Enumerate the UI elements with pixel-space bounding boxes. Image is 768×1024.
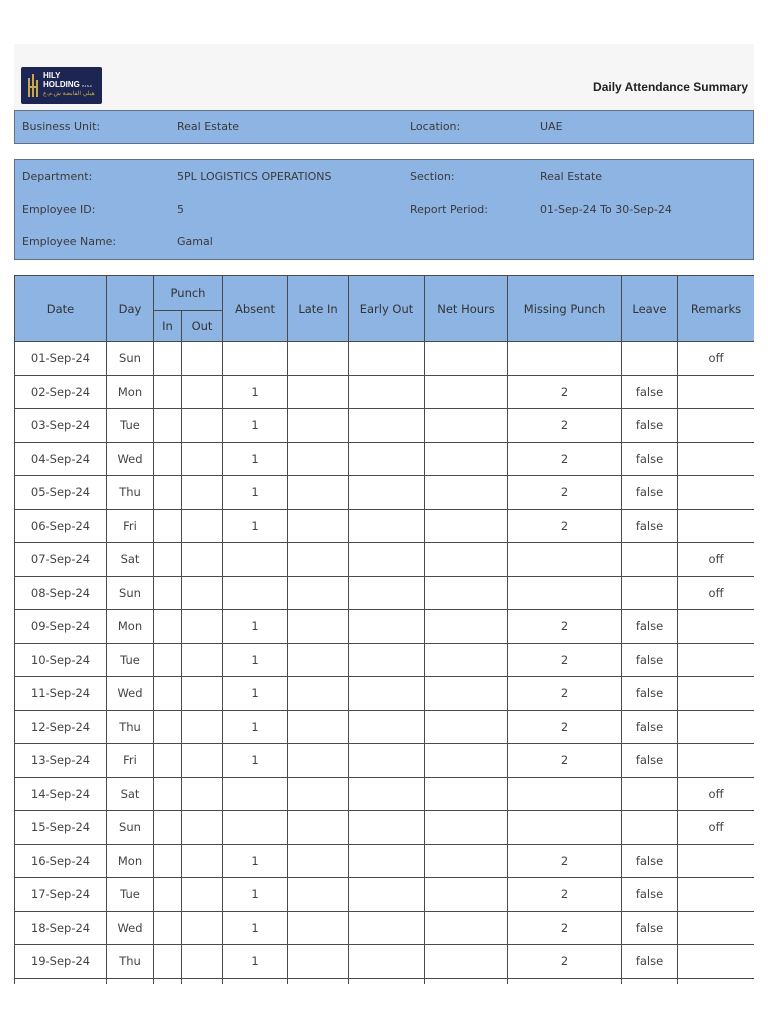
cell-day: Fri <box>107 744 154 778</box>
cell-remarks <box>678 978 754 984</box>
cell-late-in <box>288 978 349 984</box>
cell-missing-punch <box>508 576 622 610</box>
cell-early-out <box>349 643 425 677</box>
cell-date: 04-Sep-24 <box>15 442 107 476</box>
cell-remarks <box>678 442 754 476</box>
cell-in <box>154 811 182 845</box>
cell-absent: 1 <box>223 476 288 510</box>
cell-out <box>182 945 223 979</box>
cell-out <box>182 476 223 510</box>
cell-missing-punch: 2 <box>508 677 622 711</box>
cell-net-hours <box>425 744 508 778</box>
cell-out <box>182 342 223 376</box>
attendance-table <box>14 275 754 984</box>
table-row <box>15 476 755 510</box>
cell-net-hours <box>425 375 508 409</box>
cell-net-hours <box>425 409 508 443</box>
report-header <box>14 44 754 110</box>
cell-net-hours <box>425 576 508 610</box>
cell-missing-punch: 2 <box>508 911 622 945</box>
cell-remarks <box>678 375 754 409</box>
cell-early-out <box>349 844 425 878</box>
cell-missing-punch: 2 <box>508 710 622 744</box>
cell-net-hours <box>425 342 508 376</box>
business-unit-label: Business Unit: <box>22 120 101 133</box>
cell-early-out <box>349 744 425 778</box>
cell-net-hours <box>425 610 508 644</box>
cell-date: 09-Sep-24 <box>15 610 107 644</box>
cell-in <box>154 677 182 711</box>
department-label: Department: <box>22 170 93 183</box>
cell-date: 13-Sep-24 <box>15 744 107 778</box>
cell-day: Wed <box>107 911 154 945</box>
report-period-label: Report Period: <box>410 203 488 216</box>
cell-absent: 1 <box>223 844 288 878</box>
cell-remarks <box>678 844 754 878</box>
table-row <box>15 911 755 945</box>
location-value: UAE <box>540 120 563 133</box>
cell-out <box>182 744 223 778</box>
cell-out <box>182 509 223 543</box>
cell-date: 12-Sep-24 <box>15 710 107 744</box>
cell-net-hours <box>425 978 508 984</box>
cell-day: Mon <box>107 844 154 878</box>
cell-late-in <box>288 878 349 912</box>
company-logo <box>21 67 102 104</box>
col-header-late-in: Late In <box>288 276 349 342</box>
cell-date: 11-Sep-24 <box>15 677 107 711</box>
cell-in <box>154 543 182 577</box>
cell-net-hours <box>425 509 508 543</box>
cell-out <box>182 643 223 677</box>
cell-date: 08-Sep-24 <box>15 576 107 610</box>
table-row <box>15 677 755 711</box>
cell-late-in <box>288 375 349 409</box>
cell-day: Sun <box>107 811 154 845</box>
cell-net-hours <box>425 811 508 845</box>
cell-leave: false <box>622 878 678 912</box>
cell-early-out <box>349 710 425 744</box>
cell-leave: false <box>622 442 678 476</box>
cell-out <box>182 576 223 610</box>
cell-missing-punch: 2 <box>508 442 622 476</box>
cell-day: Mon <box>107 375 154 409</box>
cell-absent: 1 <box>223 945 288 979</box>
cell-day: Tue <box>107 878 154 912</box>
cell-day: Thu <box>107 710 154 744</box>
cell-leave: false <box>622 409 678 443</box>
table-row <box>15 710 755 744</box>
cell-net-hours <box>425 543 508 577</box>
cell-in <box>154 610 182 644</box>
cell-day: Thu <box>107 476 154 510</box>
cell-early-out <box>349 811 425 845</box>
cell-leave: false <box>622 476 678 510</box>
cell-day: Thu <box>107 945 154 979</box>
cell-remarks: off <box>678 342 754 376</box>
cell-missing-punch: 2 <box>508 610 622 644</box>
cell-leave: false <box>622 945 678 979</box>
table-row <box>15 643 755 677</box>
cell-date: 10-Sep-24 <box>15 643 107 677</box>
employee-id-value: 5 <box>177 203 184 216</box>
cell-net-hours <box>425 677 508 711</box>
cell-early-out <box>349 777 425 811</box>
cell-in <box>154 342 182 376</box>
cell-absent <box>223 576 288 610</box>
cell-out <box>182 409 223 443</box>
cell-in <box>154 375 182 409</box>
cell-leave <box>622 978 678 984</box>
cell-date: 06-Sep-24 <box>15 509 107 543</box>
cell-in <box>154 777 182 811</box>
cell-net-hours <box>425 878 508 912</box>
table-row <box>15 811 755 845</box>
cell-in <box>154 509 182 543</box>
cell-missing-punch: 2 <box>508 844 622 878</box>
cell-remarks <box>678 409 754 443</box>
cell-day: Tue <box>107 409 154 443</box>
cell-leave: false <box>622 677 678 711</box>
cell-in <box>154 878 182 912</box>
cell-absent: 1 <box>223 677 288 711</box>
cell-late-in <box>288 677 349 711</box>
cell-late-in <box>288 811 349 845</box>
cell-early-out <box>349 945 425 979</box>
cell-early-out <box>349 342 425 376</box>
logo-text-line1: HILY <box>43 71 61 80</box>
business-info-band <box>14 110 754 144</box>
cell-leave: false <box>622 643 678 677</box>
cell-absent: 1 <box>223 509 288 543</box>
cell-in <box>154 945 182 979</box>
cell-late-in <box>288 509 349 543</box>
table-row <box>15 543 755 577</box>
cell-absent <box>223 342 288 376</box>
cell-leave: false <box>622 375 678 409</box>
cell-early-out <box>349 476 425 510</box>
section-label: Section: <box>410 170 455 183</box>
cell-late-in <box>288 911 349 945</box>
cell-absent: 1 <box>223 878 288 912</box>
table-row <box>15 610 755 644</box>
cell-leave: false <box>622 911 678 945</box>
logo-text-line2: HOLDING P.J.S.C <box>43 80 92 89</box>
col-header-absent: Absent <box>223 276 288 342</box>
table-row <box>15 945 755 979</box>
table-row <box>15 409 755 443</box>
col-header-net-hours: Net Hours <box>425 276 508 342</box>
cell-early-out <box>349 409 425 443</box>
cell-in <box>154 911 182 945</box>
cell-leave <box>622 576 678 610</box>
cell-out <box>182 610 223 644</box>
table-row <box>15 342 755 376</box>
cell-late-in <box>288 610 349 644</box>
cell-remarks: off <box>678 811 754 845</box>
cell-net-hours <box>425 710 508 744</box>
col-header-missing-punch: Missing Punch <box>508 276 622 342</box>
report-title: Daily Attendance Summary <box>593 80 748 94</box>
cell-missing-punch: 2 <box>508 945 622 979</box>
cell-absent <box>223 978 288 984</box>
cell-absent: 1 <box>223 375 288 409</box>
cell-out <box>182 911 223 945</box>
location-label: Location: <box>410 120 461 133</box>
cell-leave <box>622 342 678 376</box>
cell-net-hours <box>425 945 508 979</box>
cell-leave <box>622 777 678 811</box>
cell-missing-punch: 2 <box>508 509 622 543</box>
cell-early-out <box>349 576 425 610</box>
cell-in <box>154 643 182 677</box>
cell-missing-punch <box>508 543 622 577</box>
cell-late-in <box>288 476 349 510</box>
cell-early-out <box>349 978 425 984</box>
cell-date: 15-Sep-24 <box>15 811 107 845</box>
cell-early-out <box>349 375 425 409</box>
cell-absent: 1 <box>223 442 288 476</box>
cell-date: 16-Sep-24 <box>15 844 107 878</box>
cell-date: 14-Sep-24 <box>15 777 107 811</box>
cell-out <box>182 543 223 577</box>
info-row-department <box>15 167 753 187</box>
cell-net-hours <box>425 643 508 677</box>
cell-remarks <box>678 476 754 510</box>
cell-late-in <box>288 710 349 744</box>
cell-leave: false <box>622 844 678 878</box>
info-row-employee-name <box>15 232 753 252</box>
table-row <box>15 442 755 476</box>
cell-leave: false <box>622 509 678 543</box>
cell-out <box>182 710 223 744</box>
cell-date: 05-Sep-24 <box>15 476 107 510</box>
table-row <box>15 878 755 912</box>
cell-remarks <box>678 643 754 677</box>
cell-date: 18-Sep-24 <box>15 911 107 945</box>
cell-date <box>15 978 107 984</box>
cell-early-out <box>349 610 425 644</box>
col-header-day: Day <box>107 276 154 342</box>
table-row <box>15 777 755 811</box>
cell-date: 17-Sep-24 <box>15 878 107 912</box>
cell-in <box>154 442 182 476</box>
cell-net-hours <box>425 476 508 510</box>
cell-absent <box>223 811 288 845</box>
cell-absent <box>223 777 288 811</box>
cell-out <box>182 811 223 845</box>
employee-id-label: Employee ID: <box>22 203 96 216</box>
cell-late-in <box>288 777 349 811</box>
cell-early-out <box>349 911 425 945</box>
cell-out <box>182 978 223 984</box>
cell-in <box>154 744 182 778</box>
cell-remarks: off <box>678 576 754 610</box>
cell-missing-punch: 2 <box>508 744 622 778</box>
attendance-table-body <box>15 342 755 985</box>
col-header-punch-out: Out <box>182 311 223 342</box>
cell-day: Fri <box>107 509 154 543</box>
cell-absent: 1 <box>223 409 288 443</box>
cell-remarks <box>678 509 754 543</box>
cell-in <box>154 844 182 878</box>
cell-day: Mon <box>107 610 154 644</box>
cell-in <box>154 576 182 610</box>
cell-day: Wed <box>107 677 154 711</box>
employee-name-value: Gamal <box>177 235 213 248</box>
table-header-row <box>15 276 755 311</box>
cell-early-out <box>349 878 425 912</box>
col-header-remarks: Remarks <box>678 276 754 342</box>
cell-leave: false <box>622 710 678 744</box>
cell-late-in <box>288 643 349 677</box>
cell-remarks <box>678 744 754 778</box>
cell-remarks <box>678 677 754 711</box>
section-value: Real Estate <box>540 170 603 183</box>
cell-leave <box>622 811 678 845</box>
cell-missing-punch <box>508 811 622 845</box>
cell-remarks: off <box>678 777 754 811</box>
cell-late-in <box>288 744 349 778</box>
cell-absent: 1 <box>223 911 288 945</box>
cell-out <box>182 878 223 912</box>
cell-date: 19-Sep-24 <box>15 945 107 979</box>
business-unit-value: Real Estate <box>177 120 240 133</box>
cell-missing-punch <box>508 342 622 376</box>
employee-info-band <box>14 159 754 260</box>
cell-leave <box>622 543 678 577</box>
cell-late-in <box>288 442 349 476</box>
col-header-punch-in: In <box>154 311 182 342</box>
cell-day: Sat <box>107 543 154 577</box>
cell-early-out <box>349 442 425 476</box>
cell-remarks <box>678 911 754 945</box>
cell-late-in <box>288 342 349 376</box>
cell-absent: 1 <box>223 610 288 644</box>
cell-net-hours <box>425 911 508 945</box>
table-row <box>15 375 755 409</box>
cell-day: Wed <box>107 442 154 476</box>
cell-early-out <box>349 677 425 711</box>
col-header-date: Date <box>15 276 107 342</box>
cell-late-in <box>288 576 349 610</box>
cell-late-in <box>288 543 349 577</box>
hily-holding-logo-mark-icon <box>27 73 41 98</box>
info-row-business <box>15 117 753 137</box>
cell-date: 07-Sep-24 <box>15 543 107 577</box>
cell-out <box>182 777 223 811</box>
cell-date: 02-Sep-24 <box>15 375 107 409</box>
cell-missing-punch <box>508 777 622 811</box>
col-header-early-out: Early Out <box>349 276 425 342</box>
cell-day: Sun <box>107 576 154 610</box>
cell-remarks <box>678 878 754 912</box>
table-row <box>15 978 755 984</box>
cell-missing-punch: 2 <box>508 409 622 443</box>
cell-net-hours <box>425 777 508 811</box>
cell-in <box>154 409 182 443</box>
col-header-leave: Leave <box>622 276 678 342</box>
table-row <box>15 744 755 778</box>
col-header-punch: Punch <box>154 276 223 311</box>
cell-date: 03-Sep-24 <box>15 409 107 443</box>
report-period-value: 01-Sep-24 To 30-Sep-24 <box>540 203 672 216</box>
cell-missing-punch <box>508 978 622 984</box>
cell-absent: 1 <box>223 744 288 778</box>
cell-late-in <box>288 945 349 979</box>
cell-early-out <box>349 543 425 577</box>
cell-remarks: off <box>678 543 754 577</box>
employee-name-label: Employee Name: <box>22 235 117 248</box>
logo-text-arabic: هيلي القابضة ش.م.ع <box>43 91 95 97</box>
cell-out <box>182 844 223 878</box>
cell-out <box>182 442 223 476</box>
cell-leave: false <box>622 610 678 644</box>
cell-late-in <box>288 844 349 878</box>
cell-absent: 1 <box>223 643 288 677</box>
cell-date: 01-Sep-24 <box>15 342 107 376</box>
cell-net-hours <box>425 442 508 476</box>
cell-out <box>182 375 223 409</box>
cell-day: Tue <box>107 643 154 677</box>
cell-in <box>154 476 182 510</box>
table-row <box>15 844 755 878</box>
cell-net-hours <box>425 844 508 878</box>
cell-day <box>107 978 154 984</box>
cell-out <box>182 677 223 711</box>
cell-remarks <box>678 610 754 644</box>
cell-missing-punch: 2 <box>508 476 622 510</box>
cell-missing-punch: 2 <box>508 878 622 912</box>
cell-in <box>154 710 182 744</box>
cell-day: Sun <box>107 342 154 376</box>
table-row <box>15 576 755 610</box>
cell-early-out <box>349 509 425 543</box>
cell-remarks <box>678 945 754 979</box>
cell-remarks <box>678 710 754 744</box>
cell-missing-punch: 2 <box>508 643 622 677</box>
info-row-employee-id <box>15 200 753 220</box>
cell-in <box>154 978 182 984</box>
cell-leave: false <box>622 744 678 778</box>
table-row <box>15 509 755 543</box>
cell-absent: 1 <box>223 710 288 744</box>
attendance-report-page <box>14 44 754 984</box>
department-value: 5PL LOGISTICS OPERATIONS <box>177 170 332 183</box>
cell-day: Sat <box>107 777 154 811</box>
cell-absent <box>223 543 288 577</box>
cell-missing-punch: 2 <box>508 375 622 409</box>
cell-late-in <box>288 409 349 443</box>
